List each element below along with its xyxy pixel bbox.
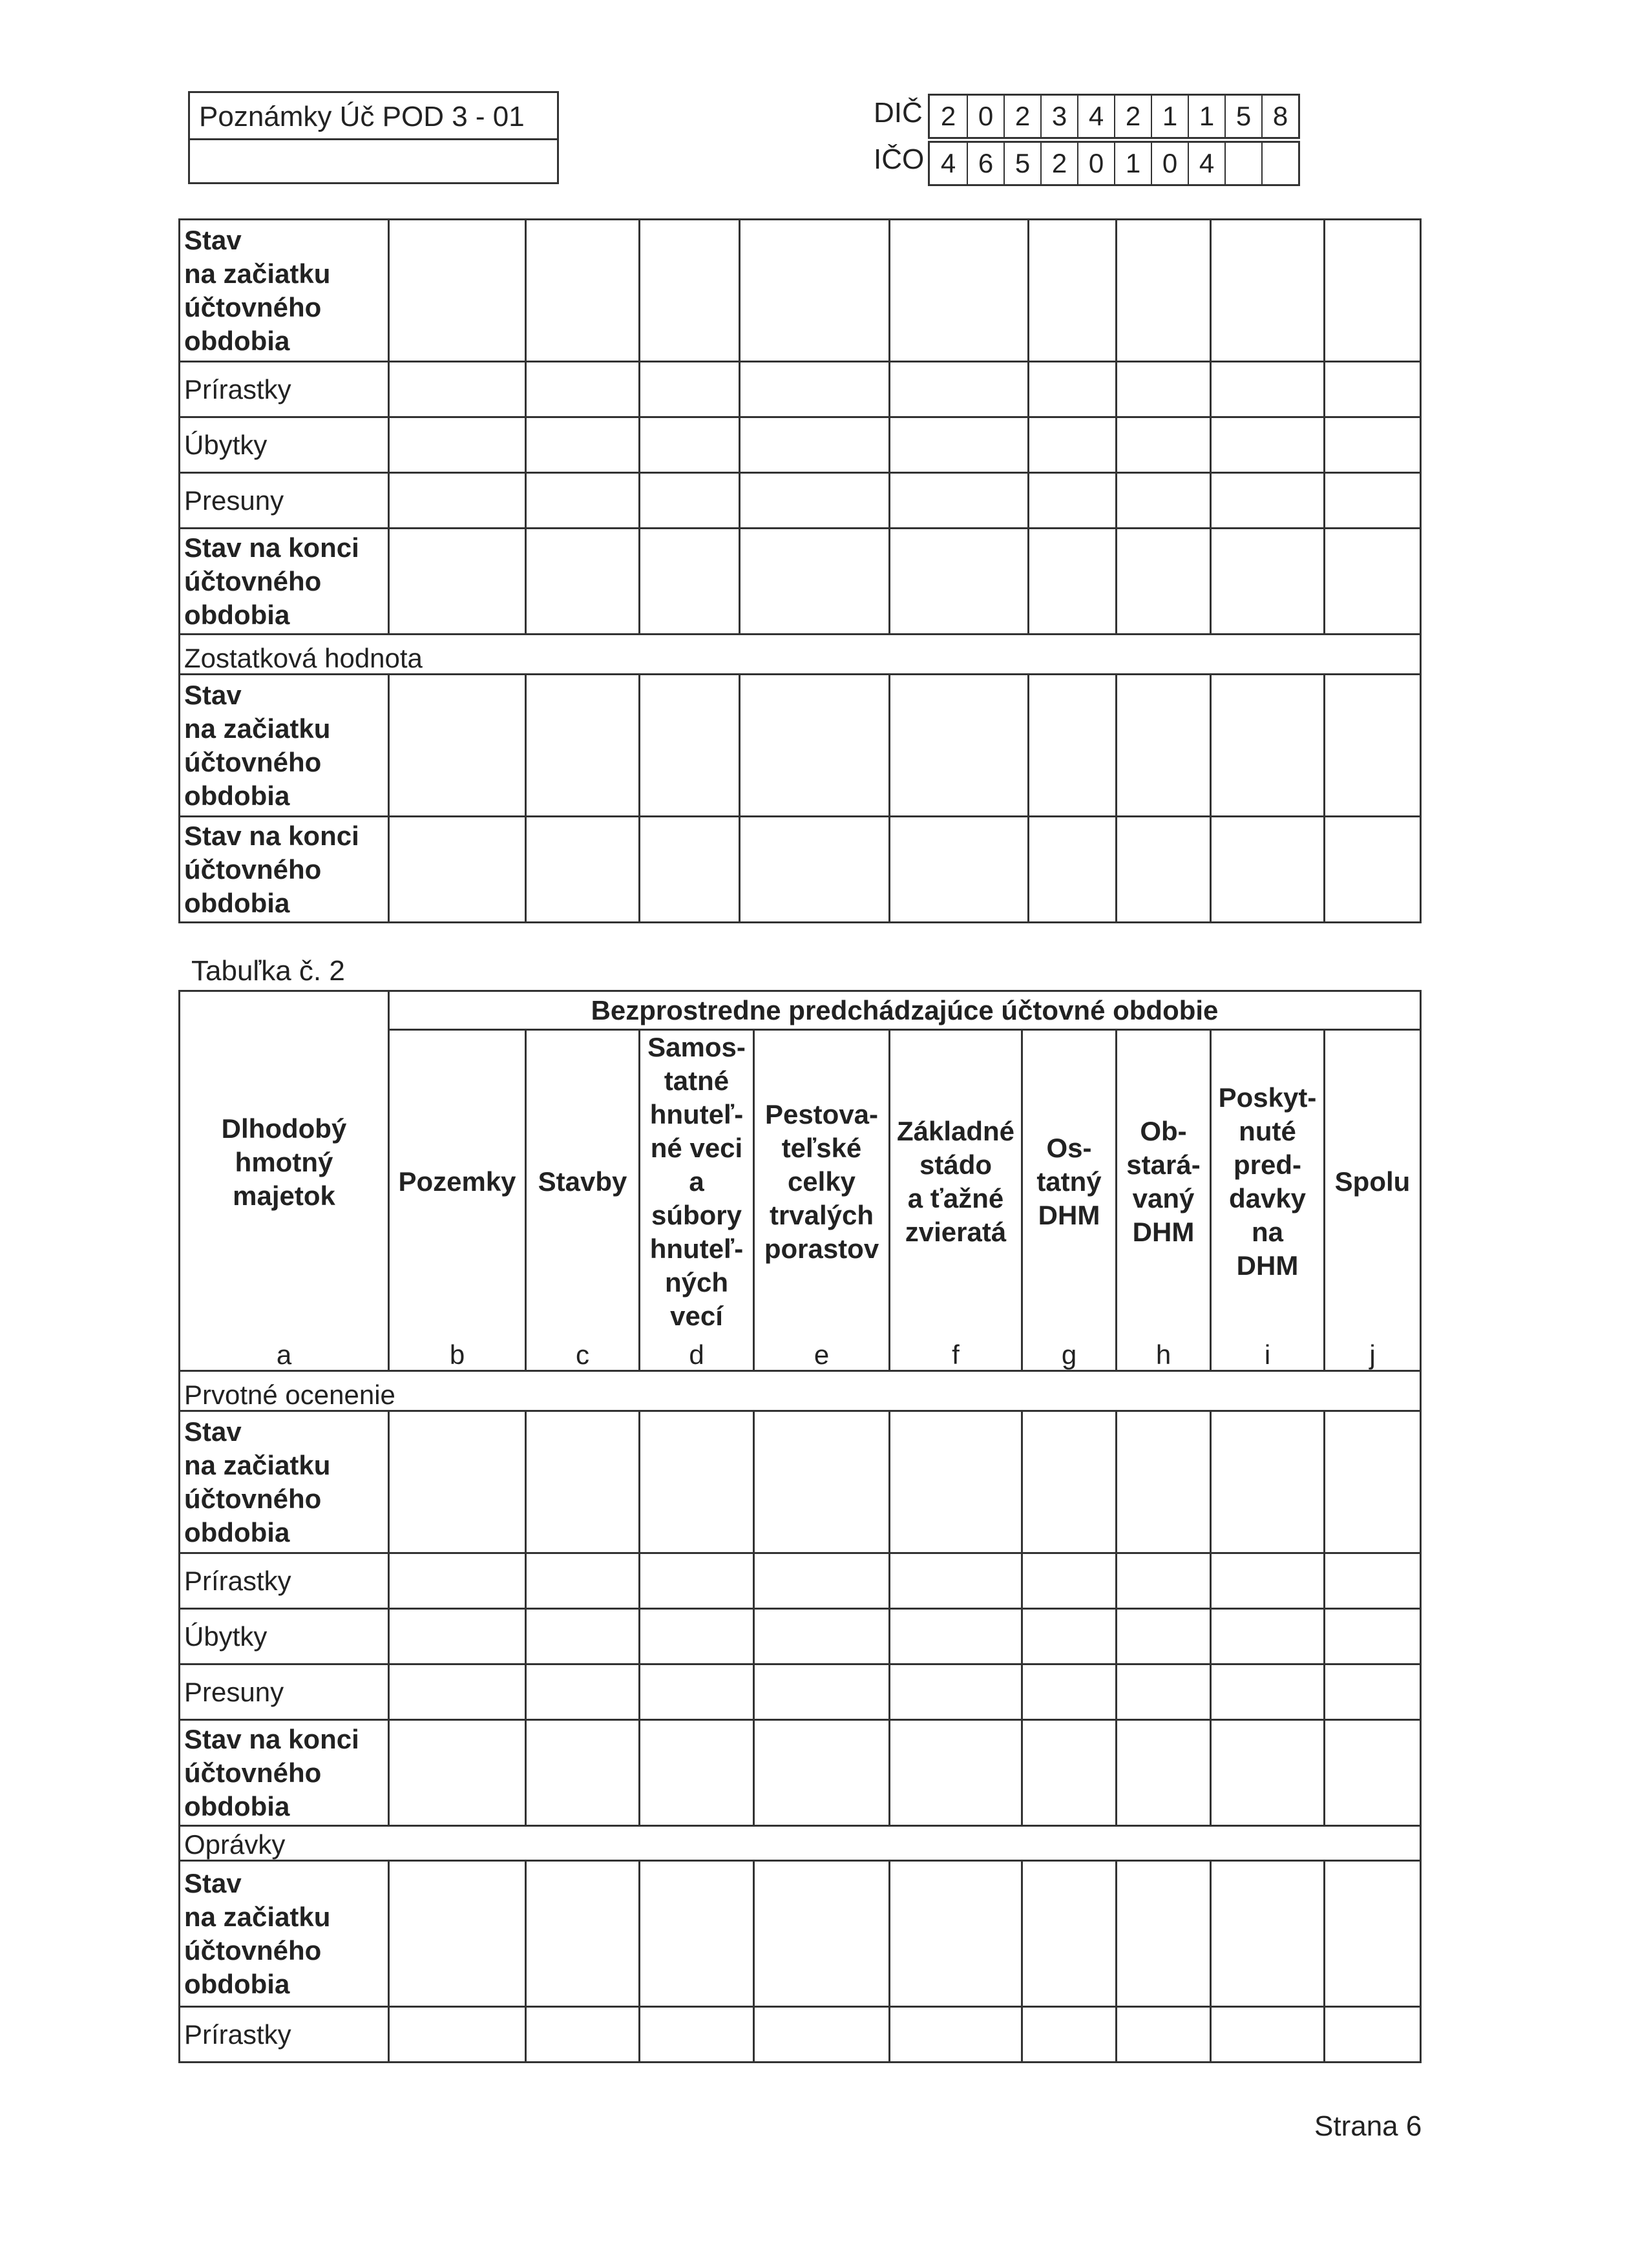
data-cell[interactable] bbox=[754, 1411, 890, 1553]
digit-cell: 0 bbox=[967, 96, 1003, 137]
data-cell[interactable] bbox=[389, 817, 526, 923]
col-letter-c: c bbox=[526, 1334, 640, 1371]
data-cell[interactable] bbox=[740, 362, 890, 417]
digit-cell: 5 bbox=[1003, 143, 1040, 184]
data-cell[interactable] bbox=[740, 220, 890, 362]
col-letter-h: h bbox=[1117, 1334, 1211, 1371]
row-label-stav-na-konci-uctovneho-obdobia: Stav na konci účtovného obdobia bbox=[180, 529, 389, 635]
col-header-i: Poskyt- nuté pred- davky na DHM bbox=[1211, 1030, 1325, 1334]
col-header-b: Pozemky bbox=[389, 1030, 526, 1334]
data-cell[interactable] bbox=[1211, 2007, 1325, 2063]
data-cell[interactable] bbox=[1211, 1720, 1325, 1826]
row-label-prirastky: Prírastky bbox=[180, 2007, 389, 2063]
table-row bbox=[180, 817, 1421, 923]
data-cell[interactable] bbox=[740, 417, 890, 473]
data-cell[interactable] bbox=[754, 1861, 890, 2007]
data-cell[interactable] bbox=[526, 1720, 640, 1826]
data-cell[interactable] bbox=[890, 473, 1029, 529]
row-label-stav-na-konci-uctovneho-obdobia: Stav na konci účtovného obdobia bbox=[180, 817, 389, 923]
row-label-presuny: Presuny bbox=[180, 473, 389, 529]
col-header-e: Pestova- teľské celky trvalých porastov bbox=[754, 1030, 890, 1334]
table-row bbox=[180, 1411, 1421, 1553]
data-cell[interactable] bbox=[389, 1720, 526, 1826]
data-cell[interactable] bbox=[1211, 220, 1325, 362]
row-label-ubytky: Úbytky bbox=[180, 1609, 389, 1664]
data-cell[interactable] bbox=[754, 1720, 890, 1826]
digit-cell: 4 bbox=[940, 148, 956, 178]
data-cell[interactable] bbox=[1022, 1664, 1117, 1720]
data-cell[interactable] bbox=[526, 1664, 640, 1720]
table-2-title: Tabuľka č. 2 bbox=[191, 955, 345, 987]
row-label-stav-na-zaciatku-uctovneho-obdobia: Stav na začiatku účtovného obdobia bbox=[180, 220, 389, 362]
row-label-stav-na-konci-uctovneho-obdobia: Stav na konci účtovného obdobia bbox=[180, 1720, 389, 1826]
row-label-stav-na-zaciatku-uctovneho-obdobia: Stav na začiatku účtovného obdobia bbox=[180, 1411, 389, 1553]
data-cell[interactable] bbox=[754, 1553, 890, 1609]
data-cell[interactable] bbox=[1211, 417, 1325, 473]
data-cell[interactable] bbox=[640, 675, 740, 817]
data-cell[interactable] bbox=[1211, 1411, 1325, 1553]
ico-digits bbox=[928, 141, 1300, 186]
data-cell[interactable] bbox=[1117, 1553, 1211, 1609]
col-header-g: Os- tatný DHM bbox=[1022, 1030, 1117, 1334]
data-cell[interactable] bbox=[526, 417, 640, 473]
data-cell[interactable] bbox=[1029, 417, 1117, 473]
table-row bbox=[180, 1553, 1421, 1609]
col-letter-j: j bbox=[1325, 1334, 1421, 1371]
data-cell[interactable] bbox=[1325, 1664, 1421, 1720]
data-cell[interactable] bbox=[389, 362, 526, 417]
data-cell[interactable] bbox=[1211, 1609, 1325, 1664]
data-cell[interactable] bbox=[1325, 1553, 1421, 1609]
data-cell[interactable] bbox=[1211, 817, 1325, 923]
data-cell[interactable] bbox=[526, 817, 640, 923]
row-label-stav-na-zaciatku-uctovneho-obdobia: Stav na začiatku účtovného obdobia bbox=[180, 1861, 389, 2007]
table-row bbox=[180, 1861, 1421, 2007]
table-row bbox=[180, 1371, 1421, 1411]
data-cell[interactable] bbox=[526, 362, 640, 417]
data-cell[interactable] bbox=[640, 473, 740, 529]
data-cell[interactable] bbox=[389, 1861, 526, 2007]
col-header-d: Samos- tatné hnuteľ- né veci a súbory hnuteľ- ných vecí bbox=[640, 1030, 754, 1334]
table-1 bbox=[178, 218, 1422, 923]
data-cell[interactable] bbox=[526, 473, 640, 529]
digit-cell: 1 bbox=[1114, 143, 1151, 184]
table-row bbox=[180, 2007, 1421, 2063]
table-row bbox=[180, 1609, 1421, 1664]
table-row bbox=[180, 529, 1421, 635]
data-cell[interactable] bbox=[1022, 1411, 1117, 1553]
data-cell[interactable] bbox=[389, 675, 526, 817]
data-cell[interactable] bbox=[1117, 2007, 1211, 2063]
group-header: Bezprostredne predchádzajúce účtovné obdobie bbox=[389, 991, 1421, 1030]
table-row bbox=[180, 473, 1421, 529]
col-letter-i: i bbox=[1211, 1334, 1325, 1371]
data-cell[interactable] bbox=[1117, 220, 1211, 362]
digit-cell: 4 bbox=[1188, 143, 1224, 184]
data-cell[interactable] bbox=[1325, 2007, 1421, 2063]
data-cell[interactable] bbox=[754, 1609, 890, 1664]
data-cell[interactable] bbox=[526, 1861, 640, 2007]
data-cell[interactable] bbox=[1117, 1609, 1211, 1664]
digit-cell: 0 bbox=[1077, 143, 1114, 184]
digit-cell bbox=[1224, 143, 1261, 184]
digit-cell: 5 bbox=[1224, 96, 1261, 137]
form-code-box bbox=[188, 91, 559, 184]
data-cell[interactable] bbox=[890, 529, 1029, 635]
data-cell[interactable] bbox=[1029, 220, 1117, 362]
data-cell[interactable] bbox=[640, 220, 740, 362]
data-cell[interactable] bbox=[640, 1720, 754, 1826]
row-label-stav-na-zaciatku-uctovneho-obdobia: Stav na začiatku účtovného obdobia bbox=[180, 675, 389, 817]
data-cell[interactable] bbox=[526, 675, 640, 817]
data-cell[interactable] bbox=[640, 417, 740, 473]
digit-cell: 1 bbox=[1151, 96, 1188, 137]
data-cell[interactable] bbox=[389, 473, 526, 529]
data-cell[interactable] bbox=[389, 1411, 526, 1553]
data-cell[interactable] bbox=[1325, 817, 1421, 923]
data-cell[interactable] bbox=[1211, 473, 1325, 529]
table-row bbox=[180, 417, 1421, 473]
digit-cell bbox=[1261, 143, 1298, 184]
data-cell[interactable] bbox=[1022, 1720, 1117, 1826]
data-cell[interactable] bbox=[1325, 1609, 1421, 1664]
data-cell[interactable] bbox=[740, 675, 890, 817]
data-cell[interactable] bbox=[1022, 1553, 1117, 1609]
digit-cell: 6 bbox=[967, 143, 1003, 184]
data-cell[interactable] bbox=[1325, 220, 1421, 362]
ico-label: IČO bbox=[874, 143, 925, 175]
data-cell[interactable] bbox=[1117, 362, 1211, 417]
data-cell[interactable] bbox=[740, 529, 890, 635]
form-code-divider bbox=[190, 138, 557, 140]
data-cell[interactable] bbox=[526, 2007, 640, 2063]
data-cell[interactable] bbox=[740, 817, 890, 923]
data-cell[interactable] bbox=[890, 1609, 1022, 1664]
col-letter-d: d bbox=[640, 1334, 754, 1371]
data-cell[interactable] bbox=[1325, 529, 1421, 635]
data-cell[interactable] bbox=[1211, 1664, 1325, 1720]
data-cell[interactable] bbox=[1117, 473, 1211, 529]
row-label-presuny: Presuny bbox=[180, 1664, 389, 1720]
row-label-ubytky: Úbytky bbox=[180, 417, 389, 473]
data-cell[interactable] bbox=[890, 675, 1029, 817]
table-row bbox=[180, 635, 1421, 675]
data-cell[interactable] bbox=[1117, 1411, 1211, 1553]
data-cell[interactable] bbox=[389, 529, 526, 635]
table-row bbox=[180, 1720, 1421, 1826]
data-cell[interactable] bbox=[640, 529, 740, 635]
data-cell[interactable] bbox=[1325, 1720, 1421, 1826]
table-row bbox=[180, 675, 1421, 817]
data-cell[interactable] bbox=[1325, 675, 1421, 817]
data-cell[interactable] bbox=[1029, 473, 1117, 529]
data-cell[interactable] bbox=[640, 1664, 754, 1720]
data-cell[interactable] bbox=[389, 2007, 526, 2063]
col-letter-g: g bbox=[1022, 1334, 1117, 1371]
table-2 bbox=[178, 990, 1422, 2063]
row-label-prirastky: Prírastky bbox=[180, 1553, 389, 1609]
data-cell[interactable] bbox=[640, 362, 740, 417]
col-header-h: Ob- stará- vaný DHM bbox=[1117, 1030, 1211, 1334]
data-cell[interactable] bbox=[1325, 417, 1421, 473]
digit-cell: 2 bbox=[1040, 143, 1077, 184]
section-label-prvotne-ocenenie: Prvotné ocenenie bbox=[180, 1371, 1421, 1411]
data-cell[interactable] bbox=[526, 529, 640, 635]
data-cell[interactable] bbox=[526, 1411, 640, 1553]
dic-label: DIČ bbox=[874, 97, 923, 129]
data-cell[interactable] bbox=[640, 1553, 754, 1609]
data-cell[interactable] bbox=[754, 1664, 890, 1720]
data-cell[interactable] bbox=[1325, 1411, 1421, 1553]
digit-cell: 0 bbox=[1151, 143, 1188, 184]
data-cell[interactable] bbox=[890, 1861, 1022, 2007]
data-cell[interactable] bbox=[526, 1609, 640, 1664]
dic-digits bbox=[928, 94, 1300, 139]
table-row bbox=[180, 220, 1421, 362]
data-cell[interactable] bbox=[1211, 362, 1325, 417]
data-cell[interactable] bbox=[1211, 1861, 1325, 2007]
data-cell[interactable] bbox=[526, 1553, 640, 1609]
data-cell[interactable] bbox=[1029, 529, 1117, 635]
data-cell[interactable] bbox=[640, 1411, 754, 1553]
col-header-a: Dlhodobý hmotný majetok bbox=[180, 991, 389, 1334]
data-cell[interactable] bbox=[890, 362, 1029, 417]
data-cell[interactable] bbox=[754, 2007, 890, 2063]
digit-cell: 1 bbox=[1188, 96, 1224, 137]
data-cell[interactable] bbox=[389, 1609, 526, 1664]
data-cell[interactable] bbox=[389, 417, 526, 473]
data-cell[interactable] bbox=[890, 1411, 1022, 1553]
data-cell[interactable] bbox=[1117, 817, 1211, 923]
data-cell[interactable] bbox=[1211, 1553, 1325, 1609]
digit-cell: 8 bbox=[1261, 96, 1298, 137]
data-cell[interactable] bbox=[890, 417, 1029, 473]
data-cell[interactable] bbox=[1029, 817, 1117, 923]
data-cell[interactable] bbox=[1022, 1861, 1117, 2007]
data-cell[interactable] bbox=[389, 1664, 526, 1720]
section-label-zostatkova-hodnota: Zostatková hodnota bbox=[180, 635, 1421, 675]
data-cell[interactable] bbox=[1022, 2007, 1117, 2063]
data-cell[interactable] bbox=[1117, 1664, 1211, 1720]
data-cell[interactable] bbox=[389, 1553, 526, 1609]
digit-cell: 2 bbox=[940, 101, 956, 131]
data-cell[interactable] bbox=[1117, 675, 1211, 817]
digit-cell: 2 bbox=[1114, 96, 1151, 137]
table-row bbox=[180, 1826, 1421, 1861]
section-label-opravky: Oprávky bbox=[180, 1826, 1421, 1861]
data-cell[interactable] bbox=[640, 817, 740, 923]
data-cell[interactable] bbox=[890, 1664, 1022, 1720]
data-cell[interactable] bbox=[389, 220, 526, 362]
digit-cell: 3 bbox=[1040, 96, 1077, 137]
col-letter-f: f bbox=[890, 1334, 1022, 1371]
data-cell[interactable] bbox=[1325, 473, 1421, 529]
digit-cell: 4 bbox=[1077, 96, 1114, 137]
data-cell[interactable] bbox=[640, 1609, 754, 1664]
data-cell[interactable] bbox=[1117, 1720, 1211, 1826]
data-cell[interactable] bbox=[890, 2007, 1022, 2063]
data-cell[interactable] bbox=[1211, 675, 1325, 817]
data-cell[interactable] bbox=[1211, 529, 1325, 635]
data-cell[interactable] bbox=[890, 220, 1029, 362]
col-letter-a: a bbox=[180, 1334, 389, 1371]
data-cell[interactable] bbox=[1117, 529, 1211, 635]
digit-cell: 2 bbox=[1003, 96, 1040, 137]
form-code: Poznámky Úč POD 3 - 01 bbox=[199, 101, 525, 132]
data-cell[interactable] bbox=[1022, 1609, 1117, 1664]
data-cell[interactable] bbox=[890, 1553, 1022, 1609]
col-letter-e: e bbox=[754, 1334, 890, 1371]
col-letter-b: b bbox=[389, 1334, 526, 1371]
data-cell[interactable] bbox=[526, 220, 640, 362]
data-cell[interactable] bbox=[1325, 362, 1421, 417]
data-cell[interactable] bbox=[890, 817, 1029, 923]
row-label-prirastky: Prírastky bbox=[180, 362, 389, 417]
data-cell[interactable] bbox=[1117, 1861, 1211, 2007]
data-cell[interactable] bbox=[1029, 675, 1117, 817]
data-cell[interactable] bbox=[1325, 1861, 1421, 2007]
data-cell[interactable] bbox=[1117, 417, 1211, 473]
page-number: Strana 6 bbox=[1314, 2110, 1422, 2142]
col-header-c: Stavby bbox=[526, 1030, 640, 1334]
col-header-j: Spolu bbox=[1325, 1030, 1421, 1334]
col-header-f: Základné stádo a ťažné zvieratá bbox=[890, 1030, 1022, 1334]
table-row bbox=[180, 1664, 1421, 1720]
data-cell[interactable] bbox=[1029, 362, 1117, 417]
data-cell[interactable] bbox=[740, 473, 890, 529]
data-cell[interactable] bbox=[890, 1720, 1022, 1826]
data-cell[interactable] bbox=[640, 1861, 754, 2007]
data-cell[interactable] bbox=[640, 2007, 754, 2063]
table-row bbox=[180, 362, 1421, 417]
